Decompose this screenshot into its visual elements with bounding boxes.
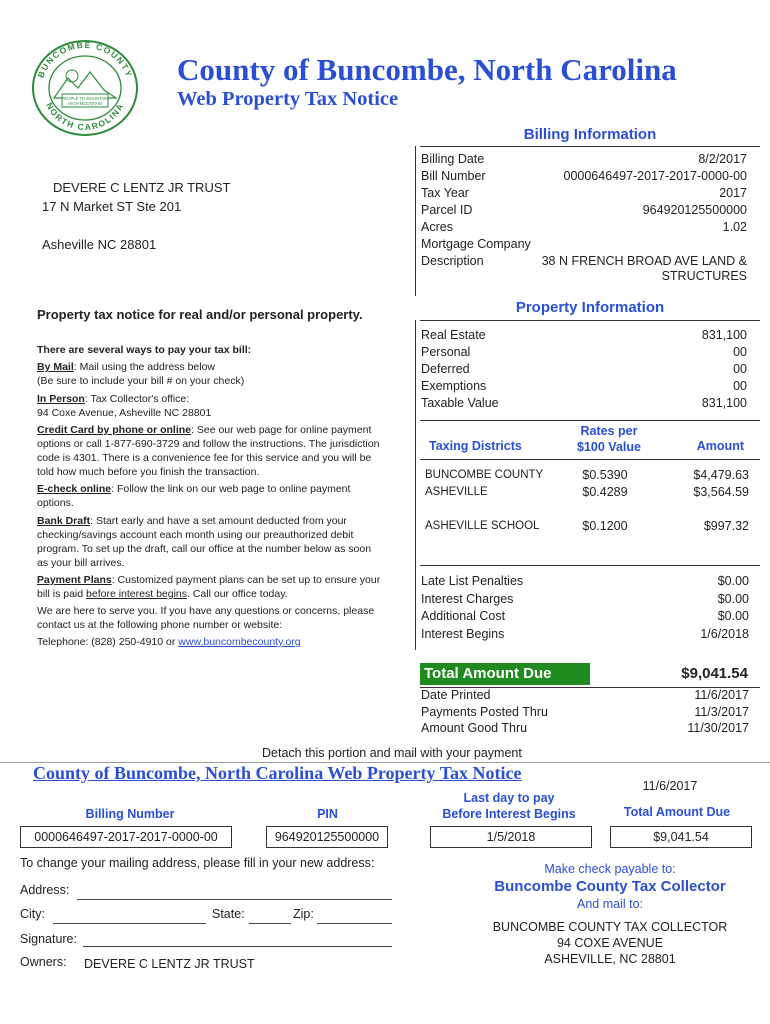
property-row-value: 831,100	[701, 396, 747, 410]
detach-text: Detach this portion and mail with your payment	[262, 746, 522, 760]
billing-row-value: 8/2/2017	[698, 152, 747, 166]
property-row-label: Taxable Value	[421, 396, 499, 410]
notice-heading: Property tax notice for real and/or personal property.	[37, 307, 363, 322]
seal-bottom-text: NORTH CAROLINA	[44, 100, 126, 133]
total-label: Total Amount Due	[424, 665, 552, 682]
payable-text: Make check payable to:	[544, 862, 676, 876]
billing-heading: Billing Information	[523, 126, 657, 143]
billing-row-label: Mortgage Company	[421, 237, 531, 251]
city-field[interactable]	[53, 923, 206, 924]
billing-row-value: 38 N FRENCH BROAD AVE LAND &	[541, 254, 747, 268]
district-name: ASHEVILLE	[425, 486, 488, 498]
property-row-label: Deferred	[421, 362, 470, 376]
ways-heading: There are several ways to pay your tax bill:	[37, 344, 252, 356]
bank-draft-label: Bank Draft	[37, 515, 91, 527]
payment-plans-label: Payment Plans	[37, 574, 112, 586]
billing-row-label: Billing Date	[421, 152, 485, 166]
state-field[interactable]	[249, 923, 291, 924]
billing-row-label: Parcel ID	[421, 203, 473, 217]
owners-label: Owners:	[20, 955, 67, 969]
date-row-label: Amount Good Thru	[421, 721, 528, 735]
stub-last-day: 1/5/2018	[430, 826, 592, 848]
signature-label: Signature:	[20, 932, 77, 946]
billing-row-value: 1.02	[722, 220, 747, 234]
website-link[interactable]: www.buncombecounty.org	[178, 636, 301, 648]
date-row-value: 11/30/2017	[687, 721, 749, 735]
stub-col-billing: Billing Number	[85, 807, 175, 821]
billing-row-label: Tax Year	[421, 186, 469, 200]
charge-row-label: Late List Penalties	[421, 574, 524, 588]
zip-label: Zip:	[293, 907, 314, 921]
svg-text:BUNCOMBE COUNTY	[36, 40, 135, 79]
district-rate: $0.4289	[582, 485, 628, 499]
description-line2: STRUCTURES	[661, 269, 747, 283]
owner-name: DEVERE C LENTZ JR TRUST	[53, 180, 231, 195]
date-row-value: 11/3/2017	[694, 704, 749, 719]
owner-address: 17 N Market ST Ste 201	[42, 199, 182, 214]
zip-field[interactable]	[317, 923, 392, 924]
echeck-label: E-check online	[37, 483, 112, 495]
district-amount: $3,564.59	[693, 485, 749, 499]
seal-banner-line2: HIGH MOUNTAIN	[68, 101, 102, 106]
property-row-value: 831,100	[701, 328, 747, 342]
stub-col-total: Total Amount Due	[623, 805, 731, 819]
stub-date: 11/6/2017	[642, 779, 698, 793]
in-person-label: In Person	[37, 393, 85, 405]
billing-row-label: Bill Number	[421, 169, 486, 183]
property-row-label: Exemptions	[421, 379, 487, 393]
district-rate: $0.5390	[582, 468, 628, 482]
district-name: BUNCOMBE COUNTY	[425, 469, 544, 481]
page-subtitle: Web Property Tax Notice	[177, 88, 399, 110]
charge-row-label: Interest Begins	[421, 626, 505, 641]
property-row-value: 00	[733, 362, 747, 376]
stub-total: $9,041.54	[610, 826, 752, 848]
owners-value: DEVERE C LENTZ JR TRUST	[84, 957, 255, 971]
total-label-bar	[420, 663, 590, 685]
property-row-label: Personal	[421, 345, 471, 359]
mail-to-text: And mail to:	[576, 897, 643, 911]
credit-card-label: Credit Card by phone or online	[37, 424, 192, 436]
page-title: County of Buncombe, North Carolina	[177, 52, 677, 87]
property-row-label: Real Estate	[421, 328, 486, 342]
city-label: City:	[20, 907, 45, 921]
charge-row-value: $0.00	[717, 574, 749, 588]
mail-address: BUNCOMBE COUNTY TAX COLLECTOR 94 COXE AVENUE ASHEVILLE, NC 28801	[492, 920, 728, 966]
billing-row-value: 0000646497-2017-2017-0000-00	[563, 169, 747, 183]
by-mail-label: By Mail	[37, 361, 74, 373]
signature-field[interactable]	[83, 946, 392, 947]
change-address-text: To change your mailing address, please fill in your new address:	[20, 856, 375, 870]
billing-row-value: 964920125500000	[642, 203, 747, 217]
billing-row-label: Acres	[421, 220, 453, 234]
county-seal	[30, 38, 140, 138]
stub-billing-number: 0000646497-2017-2017-0000-00	[20, 826, 232, 848]
date-row-label: Date Printed	[421, 688, 491, 702]
address-label: Address:	[20, 883, 70, 897]
billing-row-label: Description	[421, 254, 484, 268]
date-row-value: 11/6/2017	[694, 688, 749, 702]
payment-options: There are several ways to pay your tax bill: By Mail: Mail using the address below (Be sure to include your bill # on your check) In Person: Tax Collector's office: 94 Coxe Avenue, Asheville NC 28801 Credit Card by phone or online: See our web page for online payment options or call 1-877-690-3729 and follow the instructions. The jurisdiction code is 4301. There is a convenience fee for this service and you will be told how much before you finish the transaction. E-check online: Follow the link on our web page to online payment options. Bank Draft: Start early and have a set amount deducted from your checking/savings account each month using our preauthorized debit program. To set up the draft, call our office at the number below as soon as your bill arrives. Payment Plans: Customized payment plans can be set up to ensure your bill is paid before interest begins. Call our office today. We are here to serve you. If you have any questions or concerns, please contact us at the following phone number or website: Telephone: (828) 250-4910 or www.buncombecounty.org	[37, 343, 412, 649]
charge-row-label: Additional Cost	[421, 609, 506, 624]
billing-row-value: 2017	[719, 186, 747, 200]
stub-col-lastday: Last day to pay Before Interest Begins	[442, 791, 576, 821]
payee-name: Buncombe County Tax Collector	[494, 878, 726, 895]
district-amount: $4,479.63	[693, 468, 749, 482]
col-amount: Amount	[696, 439, 744, 453]
seal-banner-line1: PEOPLE TO MOUNTAIN	[61, 96, 109, 101]
charge-row-value: 1/6/2018	[700, 626, 749, 641]
district-amount: $997.32	[703, 519, 749, 533]
district-name: ASHEVILLE SCHOOL	[425, 520, 540, 532]
col-taxing-districts: Taxing Districts	[429, 439, 522, 453]
district-rate: $0.1200	[582, 519, 628, 533]
owner-city-line: Asheville NC 28801	[42, 237, 157, 252]
state-label: State:	[212, 907, 245, 921]
property-row-value: 00	[733, 345, 747, 359]
stub-col-pin: PIN	[317, 807, 338, 821]
stub-pin: 964920125500000	[266, 826, 388, 848]
total-value: $9,041.54	[681, 665, 748, 682]
date-row-label: Payments Posted Thru	[421, 704, 548, 719]
charge-row-value: $0.00	[717, 591, 749, 606]
property-row-value: 00	[733, 379, 747, 393]
stub-title: County of Buncombe, North Carolina Web Property Tax Notice	[33, 763, 522, 783]
property-heading: Property Information	[515, 299, 665, 316]
charge-row-value: $0.00	[717, 609, 749, 624]
col-rates: Rates per $100 Value	[577, 424, 641, 454]
address-field[interactable]	[77, 899, 392, 900]
charge-row-label: Interest Charges	[421, 591, 514, 606]
seal-top-text: BUNCOMBE COUNTY	[35, 39, 135, 80]
